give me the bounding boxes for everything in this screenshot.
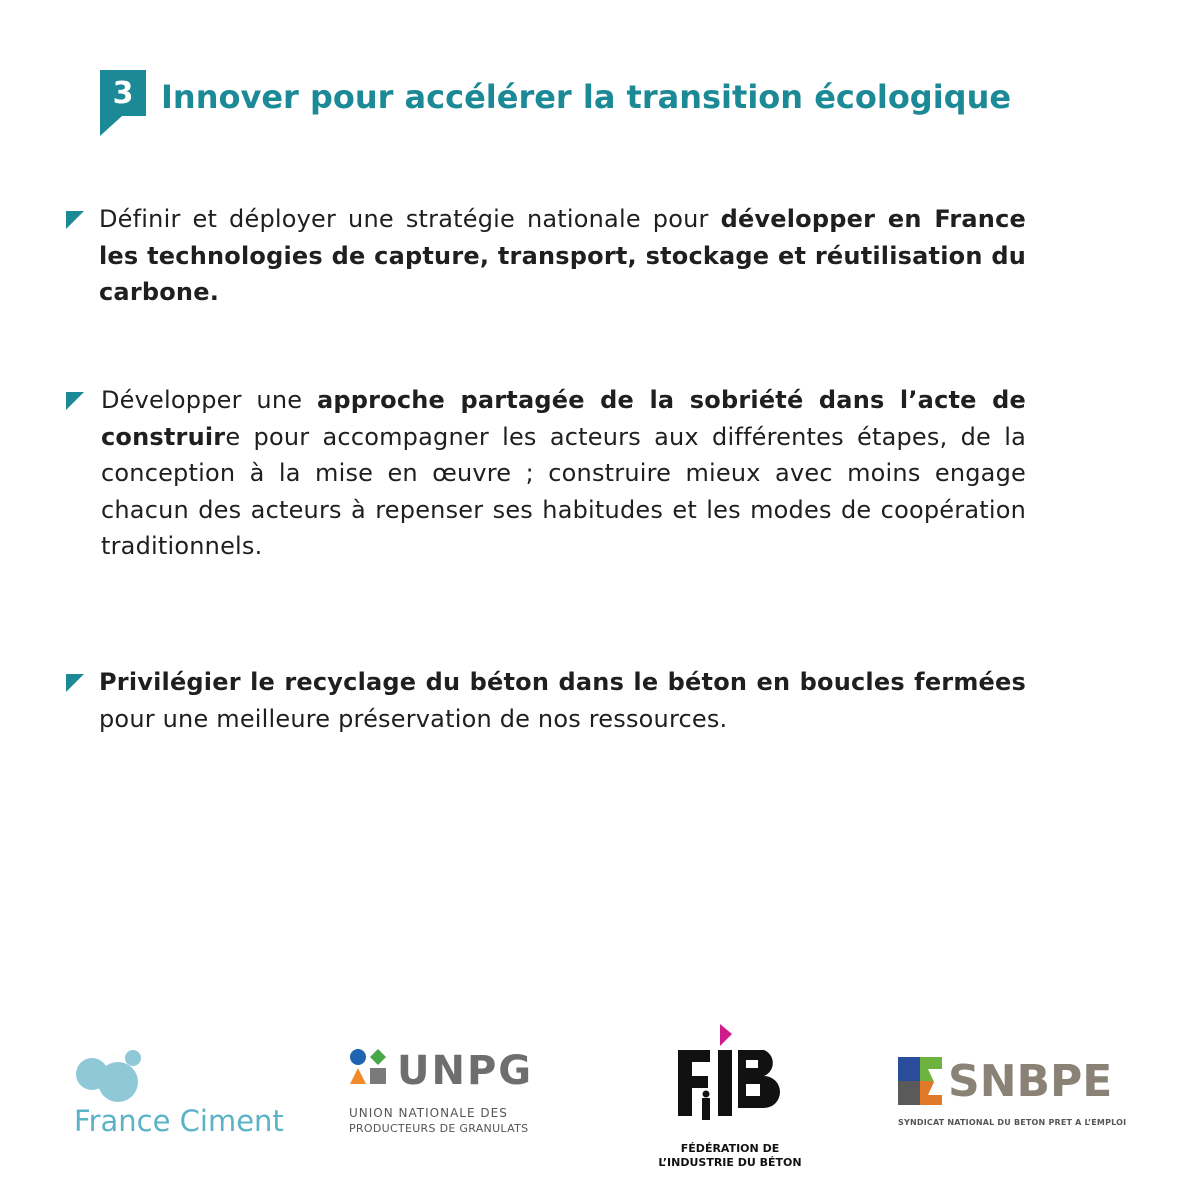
unpg-subtitle-line2: PRODUCTEURS DE GRANULATS [349, 1122, 529, 1135]
bullet-text: Développer une approche partagée de la sobriété dans l’acte de construire pour accompagner les acteurs aux différentes étapes, de la conception à la mise en œuvre ; construire mieux avec moins engage chacun des acteurs à repenser ses habitudes et les modes de coopération traditionnels. [101, 386, 1026, 560]
section-number: 3 [112, 76, 134, 111]
fib-logo-icon [674, 1022, 784, 1140]
fib-caption-line2: L’INDUSTRIE DU BÉTON [658, 1156, 802, 1169]
bullet-item-3 [66, 664, 1026, 737]
bullet-item-1 [66, 201, 1026, 311]
france-ciment-logo-text: France Ciment [74, 1104, 284, 1138]
bullet-triangle-icon [66, 211, 84, 229]
bullet-text: Privilégier le recyclage du béton dans le béton en boucles fermées pour une meilleure préservation de nos ressources. [99, 668, 1026, 733]
fib-caption-line1: FÉDÉRATION DE [680, 1142, 780, 1155]
unpg-logo-text: UNPG [397, 1048, 534, 1094]
bullet-triangle-icon [66, 392, 84, 410]
bullet-triangle-icon [66, 674, 84, 692]
bullet-text: Définir et déployer une stratégie nationale pour développer en France les technologies de capture, transport, stockage et réutilisation du carbone. [99, 205, 1026, 306]
snbpe-logo-icon [898, 1057, 944, 1107]
france-ciment-logo-icon [70, 1040, 160, 1106]
snbpe-subtitle: SYNDICAT NATIONAL DU BETON PRET A L’EMPLOI [898, 1118, 1127, 1127]
snbpe-logo-text: SNBPE [948, 1056, 1113, 1107]
unpg-logo-icon [349, 1048, 389, 1086]
section-title: Innover pour accélérer la transition écologique [161, 78, 1012, 116]
bullet-item-2 [66, 382, 1026, 565]
unpg-subtitle-line1: UNION NATIONALE DES [349, 1106, 508, 1120]
